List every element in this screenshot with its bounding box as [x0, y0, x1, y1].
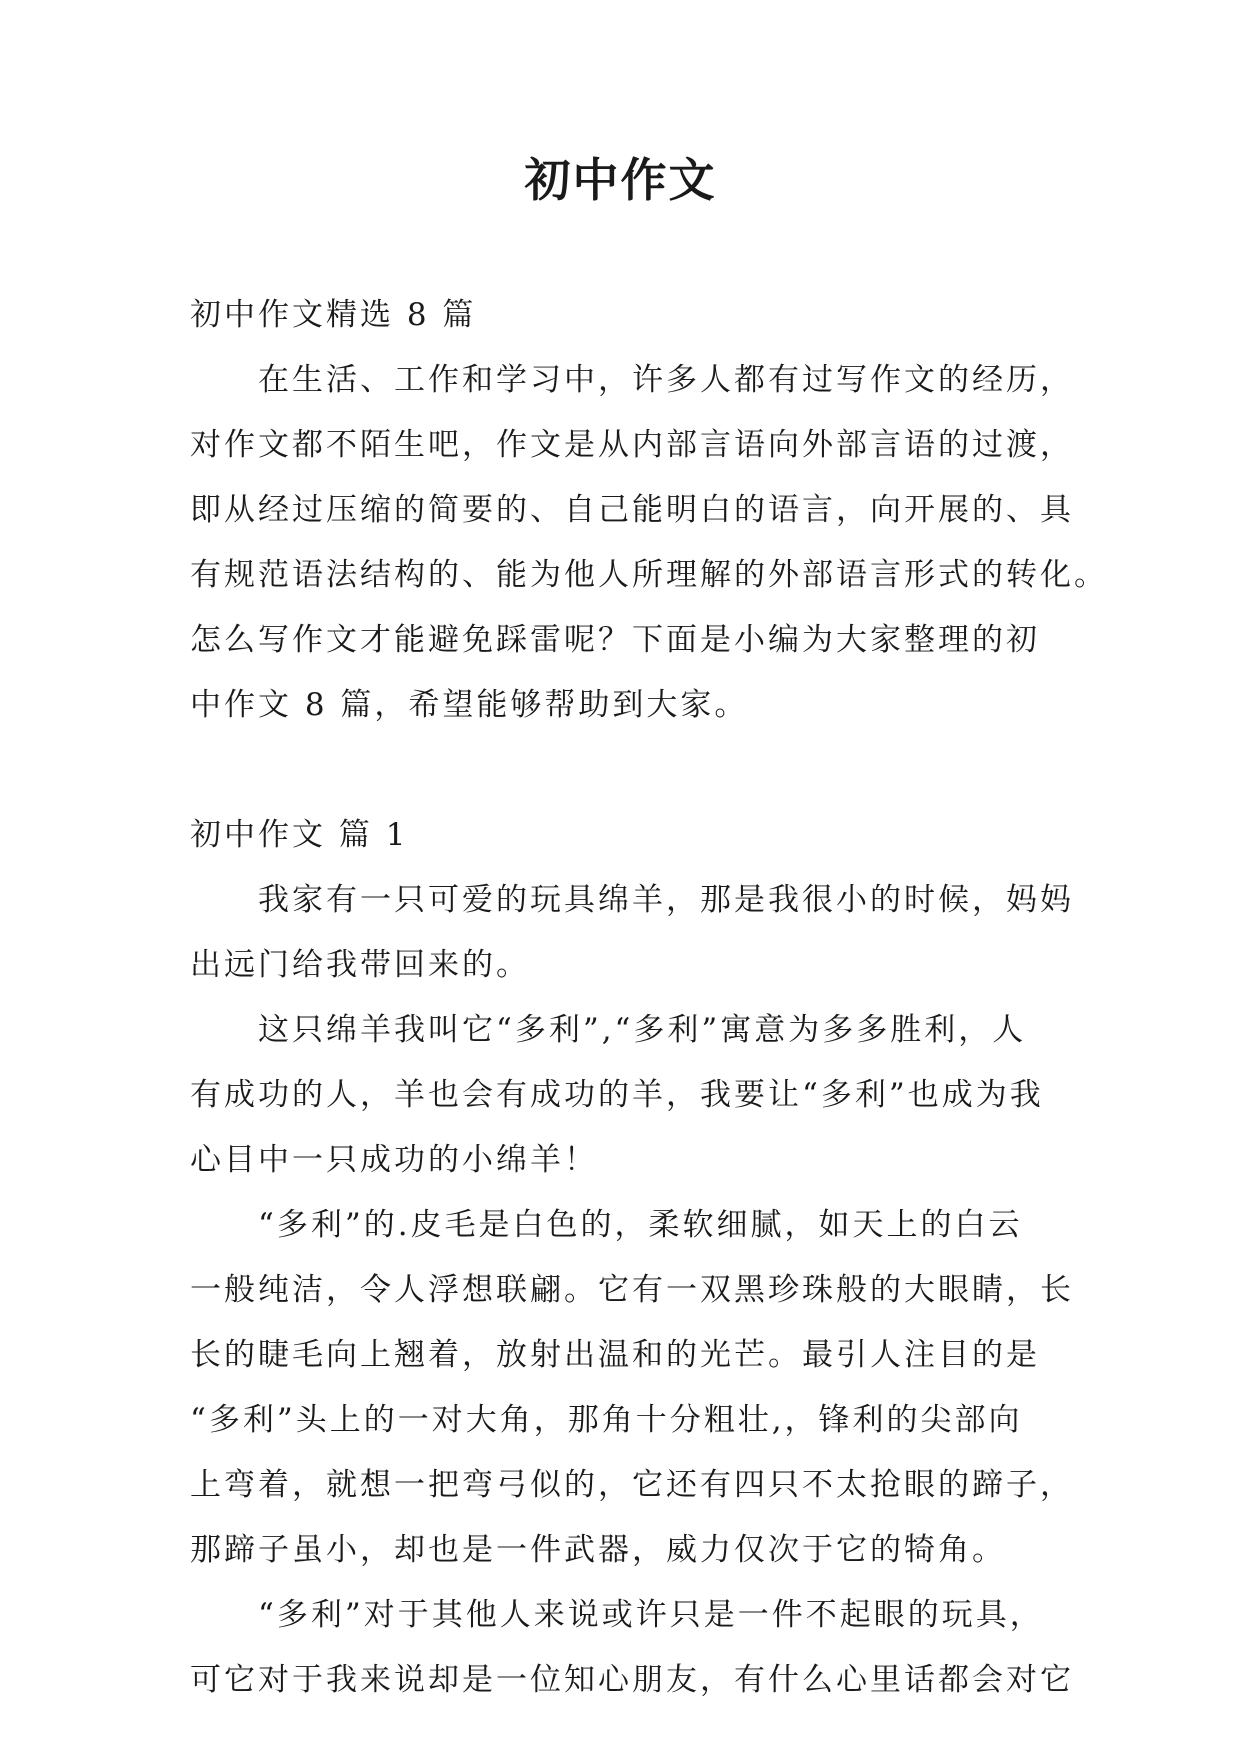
body-line: 一般纯洁，令人浮想联翩。它有一双黑珍珠般的大眼睛，长: [190, 1272, 1074, 1308]
body-line: 有成功的人，羊也会有成功的羊，我要让“多利”也成为我: [190, 1077, 1044, 1113]
body-line: 我家有一只可爱的玩具绵羊，那是我很小的时候，妈妈: [258, 882, 1074, 918]
body-line: 出远门给我带回来的。: [190, 947, 530, 983]
section-heading: 初中作文 篇 1: [190, 817, 409, 853]
body-line: 长的睫毛向上翘着，放射出温和的光芒。最引人注目的是: [190, 1337, 1040, 1373]
body-line: 上弯着，就想一把弯弓似的，它还有四只不太抢眼的蹄子，: [190, 1467, 1074, 1503]
document-title: 初中作文: [524, 153, 717, 207]
intro-heading: 初中作文精选 8 篇: [190, 297, 477, 333]
section-spacer: [190, 738, 1070, 803]
body-line: 可它对于我来说却是一位知心朋友，有什么心里话都会对它: [190, 1662, 1074, 1698]
intro-line: 即从经过压缩的简要的、自己能明白的语言，向开展的、具: [190, 492, 1074, 528]
body-line: “多利”头上的一对大角，那角十分粗壮,，锋利的尖部向: [190, 1402, 1023, 1438]
intro-line: 对作文都不陌生吧，作文是从内部言语向外部言语的过渡，: [190, 427, 1074, 463]
body-line: 心目中一只成功的小绵羊！: [190, 1142, 598, 1178]
intro-line: 有规范语法结构的、能为他人所理解的外部语言形式的转化。: [190, 557, 1108, 593]
document-body: [190, 283, 1108, 1713]
intro-line: 怎么写作文才能避免踩雷呢？下面是小编为大家整理的初: [190, 622, 1040, 658]
body-line: “多利”的.皮毛是白色的，柔软细腻，如天上的白云: [258, 1207, 1023, 1243]
body-line: 那蹄子虽小，却也是一件武器，威力仅次于它的犄角。: [190, 1532, 1006, 1568]
intro-line: 在生活、工作和学习中，许多人都有过写作文的经历，: [258, 362, 1074, 398]
body-line: “多利”对于其他人来说或许只是一件不起眼的玩具，: [258, 1597, 1044, 1633]
intro-line: 中作文 8 篇，希望能够帮助到大家。: [190, 687, 749, 723]
body-line: 这只绵羊我叫它“多利”,“多利”寓意为多多胜利，人: [258, 1012, 1027, 1048]
